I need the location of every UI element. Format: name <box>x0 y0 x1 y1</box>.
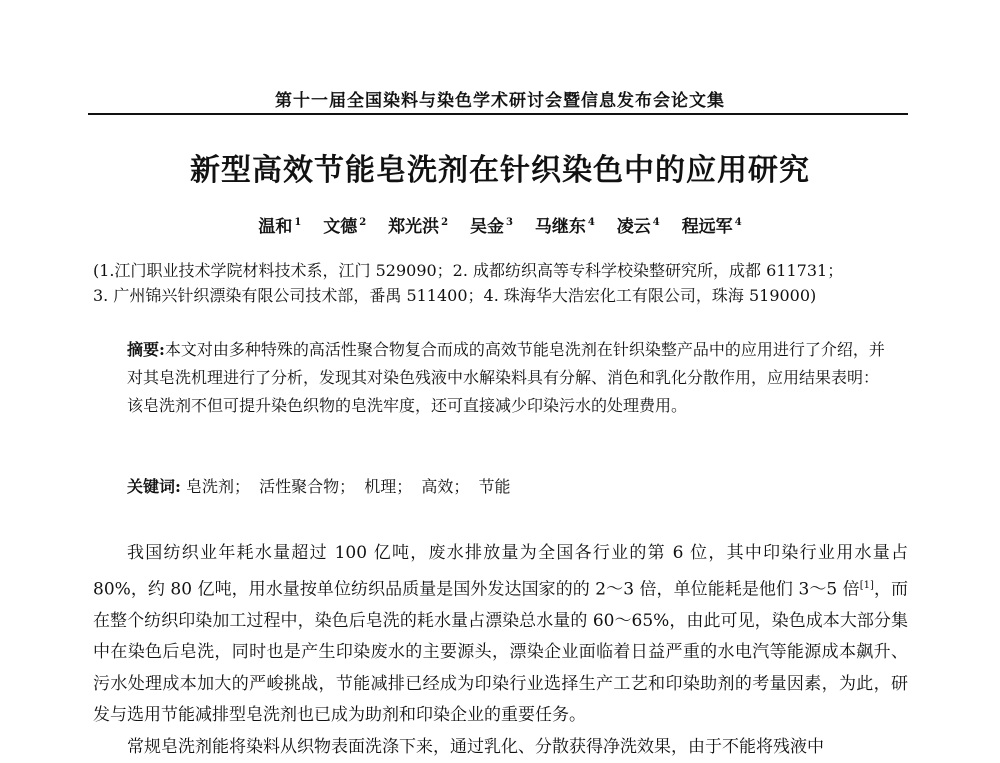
citation-ref: [1] <box>859 579 874 591</box>
affiliation-line-1: (1.江门职业技术学院材料技术系，江门 529090；2. 成都纺织高等专科学校染整研究所，成都 611731； <box>93 261 844 280</box>
keyword: 活性聚合物； <box>259 477 356 496</box>
header-rule <box>88 113 908 115</box>
keyword: 高效； <box>421 477 470 496</box>
keywords-label: 关键词: <box>127 477 181 496</box>
author: 马继东 $^4$ <box>534 217 595 237</box>
keyword: 皂洗剂； <box>186 477 251 496</box>
author-list <box>0 212 1000 237</box>
author: 吴金 $^3$ <box>470 217 513 237</box>
body-text <box>93 538 908 763</box>
body-paragraph: 常规皂洗剂能将染料从织物表面洗涤下来，通过乳化、分散获得净洗效果，由于不能将残液中 <box>127 736 824 757</box>
author: 文德 $^2$ <box>323 217 367 237</box>
body-text-run: ，而在整个纺织印染加工过程中，染色后皂洗的耗水量占漂染总水量的 60～65%，由此可见，染色成本大部分集中在染色后皂洗，同时也是产生印染废水的主要源头，漂染企业面临着日益严重的水电汽等能源成本飙升、污水处理成本加大的严峻挑战，节能减排已经成为印染行业选择生产工艺和印染助剂的考量因素，为此，研发与选用节能减排型皂洗剂也已成为助剂和印染企业的重要任务。 <box>93 579 909 726</box>
keywords <box>127 474 887 497</box>
abstract <box>127 336 887 420</box>
keyword: 节能 <box>478 477 511 496</box>
keyword: 机理； <box>364 477 413 496</box>
abstract-text: 本文对由多种特殊的高活性聚合物复合而成的高效节能皂洗剂在针织染整产品中的应用进行了介绍，并对其皂洗机理进行了分析，发现其对染色残液中水解染料具有分解、消色和乳化分散作用，应用结果表明：该皂洗剂不但可提升染色织物的皂洗牢度，还可直接减少印染污水的处理费用。 <box>127 340 885 415</box>
body-paragraph <box>93 538 908 732</box>
paper-title: 新型高效节能皂洗剂在针织染色中的应用研究 <box>190 153 810 188</box>
abstract-label: 摘要: <box>127 340 165 359</box>
body-text-run: 我国纺织业年耗水量超过 100 亿吨，废水排放量为全国各行业的第 6 位，其中印染行业用水量占 80%，约 80 亿吨，用水量按单位纺织品质量是国外发达国家的的 2～3 倍，单位能耗是他们 3～5 倍 <box>93 543 908 600</box>
author: 凌云 $^4$ <box>616 217 660 237</box>
author: 程远军 $^4$ <box>681 217 742 237</box>
affiliation-line-2: 3. 广州锦兴针织漂染有限公司技术部，番禺 511400；4. 珠海华大浩宏化工有限公司，珠海 519000) <box>93 286 817 305</box>
running-header: 第十一届全国染料与染色学术研讨会暨信息发布会论文集 <box>275 91 725 111</box>
author: 温和 $^1$ <box>258 217 302 237</box>
author: 郑光洪 $^2$ <box>388 217 449 237</box>
